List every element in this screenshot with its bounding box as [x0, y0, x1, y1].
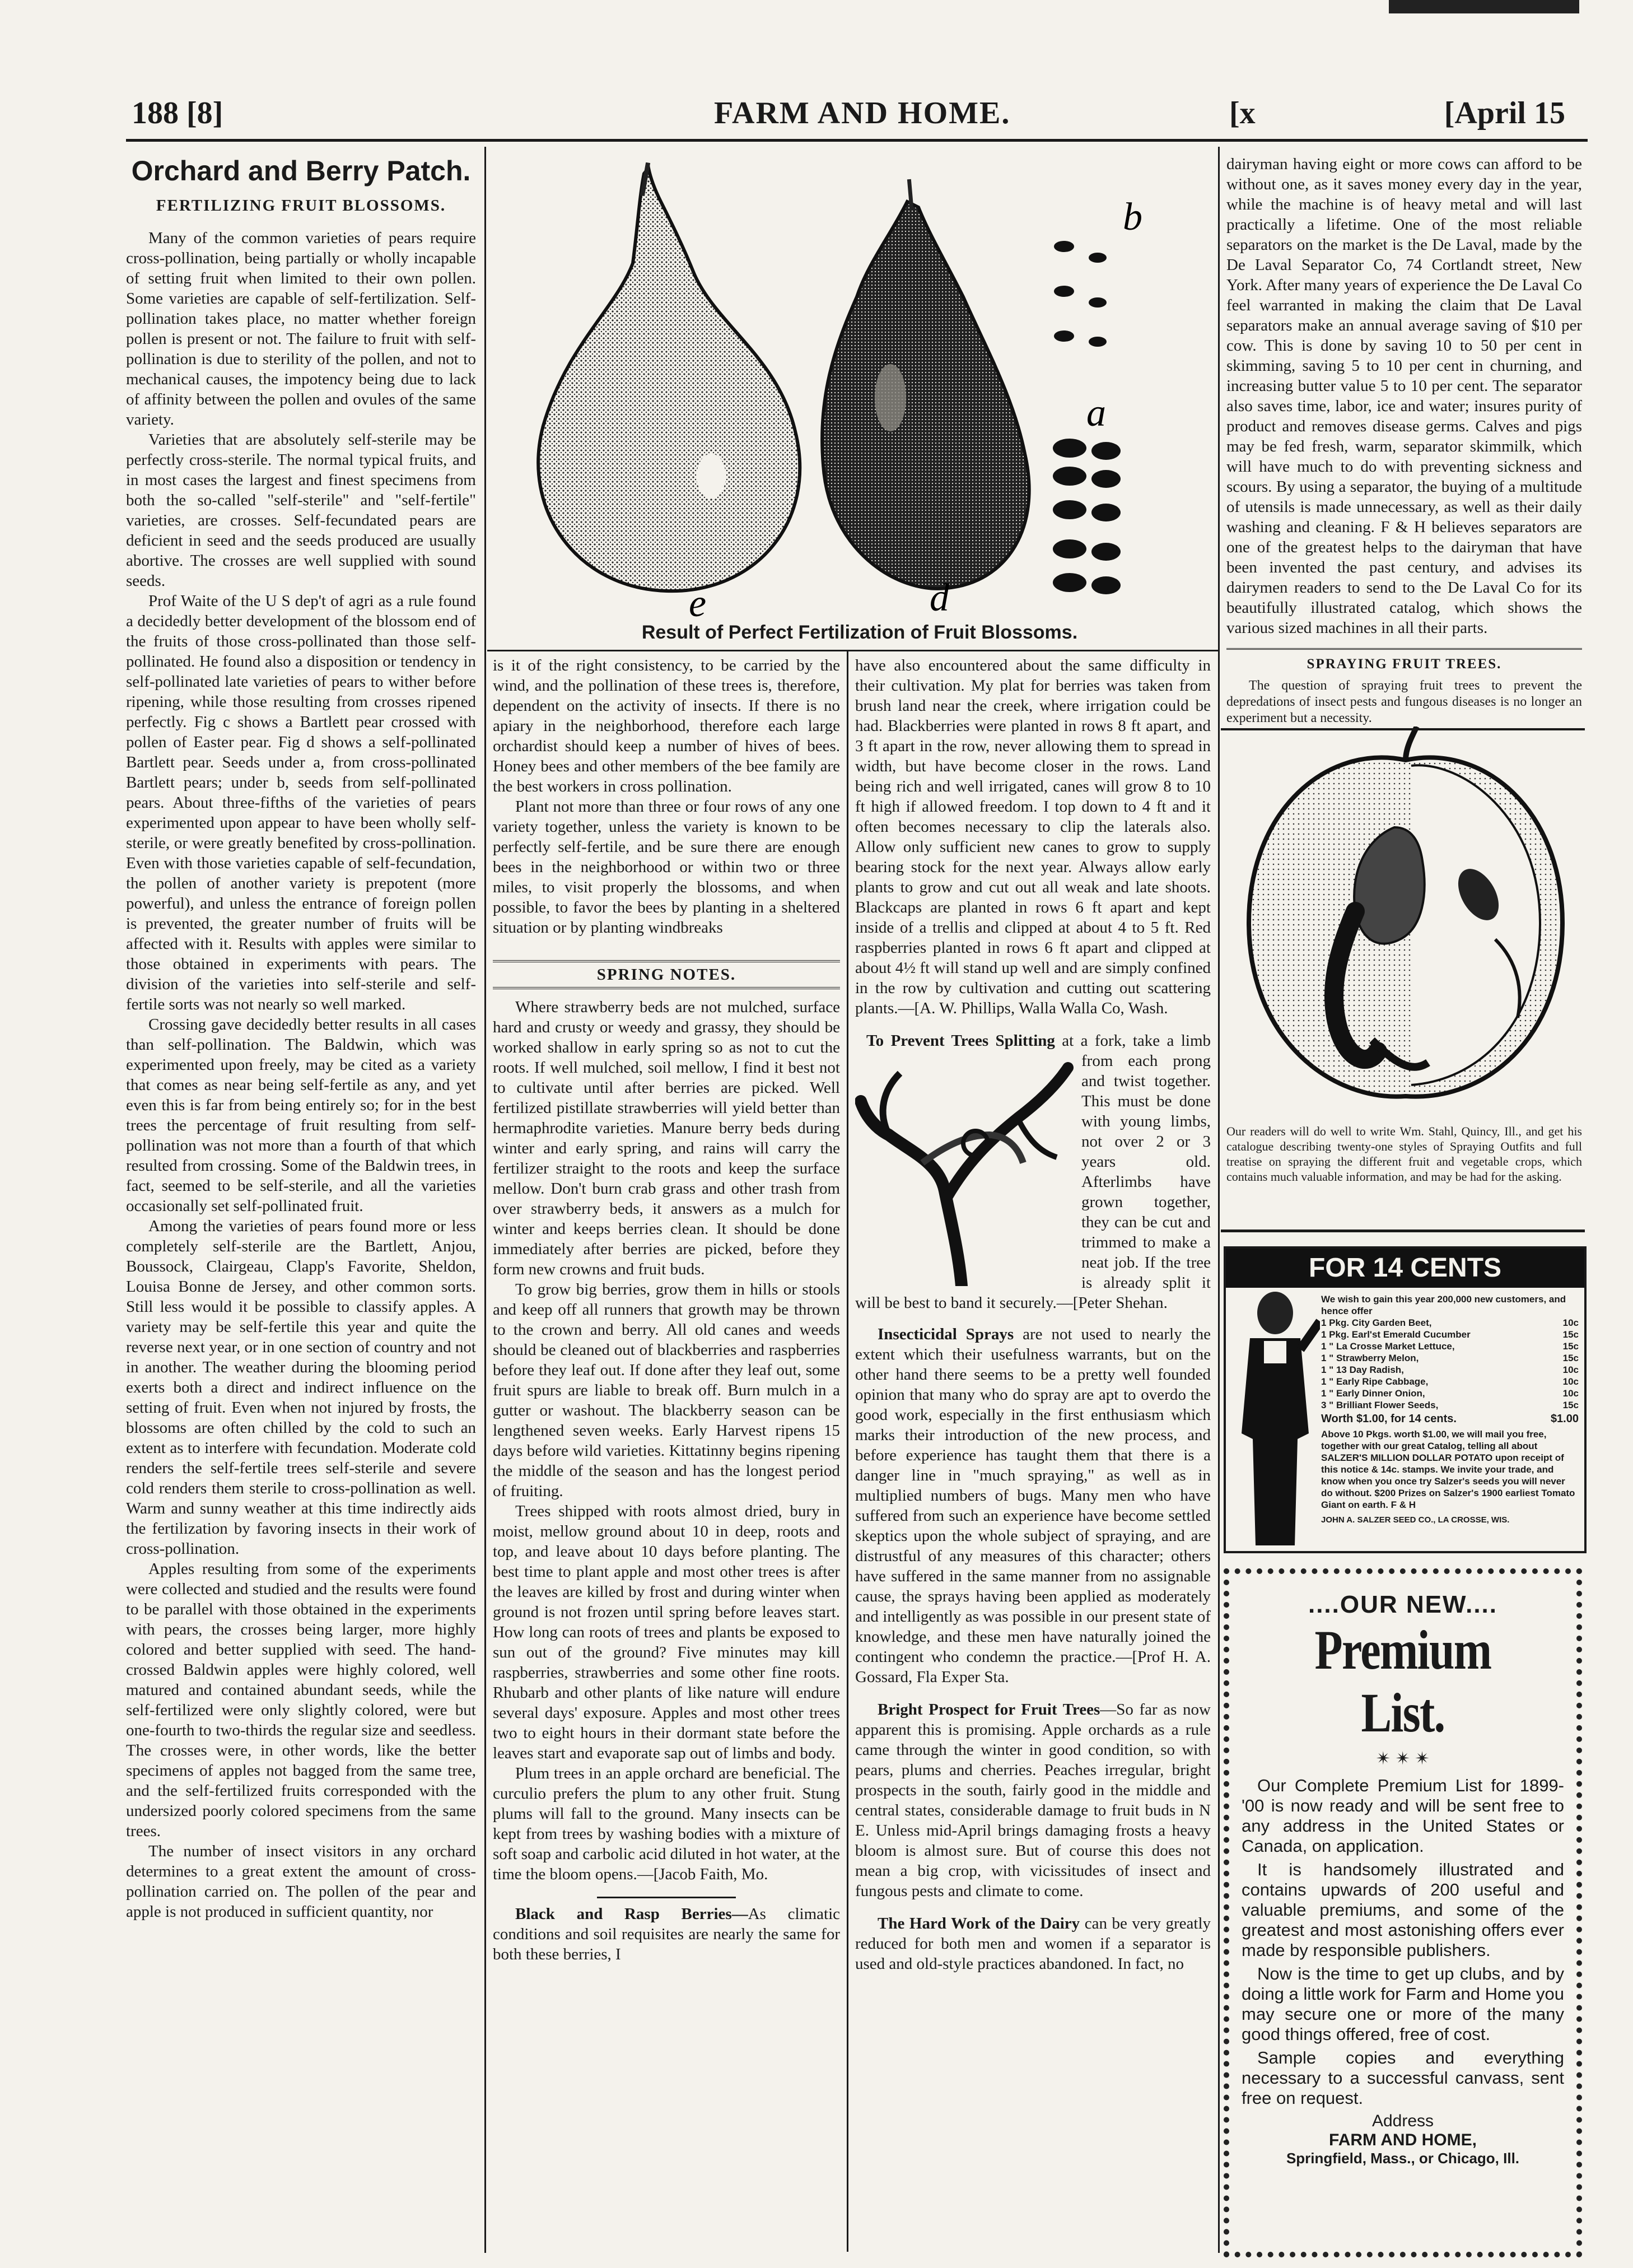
header-rule [126, 139, 1588, 142]
ad-kicker: ....OUR NEW.... [1308, 1591, 1498, 1618]
ad-item: 1 Pkg. Earl'st Emerald Cucumber 15c [1321, 1329, 1579, 1340]
figure-caption: Result of Perfect Fertilization of Fruit Blossoms. [641, 622, 1078, 643]
salzer-seed-ad [1224, 1246, 1587, 1553]
paragraph: Plant not more than three or four rows of any one variety together, unless the variety is known to be perfectly self-fertile, and be sure there are enough bees in the neighborhood or within two or three miles, to visit properly the blossoms, and when possible, to favor the bees by planting in a sheltered situation or by planting windbreaks [493, 798, 840, 937]
spring-notes-heading: SPRING NOTES. [493, 960, 840, 989]
paragraph: The number of insect visitors in any orchard determines to a great extent the amount of cross-pollination carried on. The pollen of the pear and apple is not produced in sufficient quantity, nor [126, 1842, 476, 1921]
ad-banner: FOR 14 CENTS [1226, 1249, 1584, 1288]
figure-label-d: d [930, 576, 949, 620]
masthead-title: FARM AND HOME. [714, 96, 1011, 131]
ad-item: 1 " Strawberry Melon, 15c [1321, 1353, 1579, 1363]
paragraph: The question of spraying fruit trees to prevent the depredations of insect pests and fungous diseases is no longer an experiment but a necessity. [1226, 678, 1582, 725]
paragraph: at a fork, take a limb from each prong and twist together. This must be done with young limbs, not over 2 or 3 years old. Afterlimbs have grown together, they can be cut and trimmed to make a neat job. If the tree is already split it will be best to band it securely.—[Peter Shehan. [855, 1032, 1211, 1312]
column-4 [1226, 154, 1582, 1184]
ad-offer: Above 10 Pkgs. worth $1.00, we will mail you free, together with our great Catalog, telling all about SALZER'S MILLION DOLLAR POTATO upon receipt of this notice & 14c. stamps. We invite your trade, and know when you once try Salzer's seeds you will never do without. $200 Prizes on Salzer's 1900 earliest Tomato Giant on earth. F & H [1321, 1429, 1575, 1510]
seeds-b-icon [1054, 241, 1107, 347]
paragraph: Among the varieties of pears found more or less completely self-sterile are the Bartlett, Anjou, Boussock, Clairgeau, Clapp's Favorite, Sheldon, Louisa Bonne de Jersey, and other common sorts. Still less would it be possible to classify apples. A variety may be self-fertile this year and quite the reverse next year, or in one section of country and not in another. The weather during the blooming period exerts both a direct and indirect influence on the setting of fruit. Even when not injured by frosts, the blossoms are often chilled by the cold to such an extent as to interfere with fecundation. Moderate cold renders the self-fertile trees self-sterile and severe cold renders them sterile to cross-pollination as well. Warm and sunny weather at this time indirectly aids the fertilization by favoring insects in their work of cross-pollination. [126, 1217, 476, 1558]
ad-body [1321, 1293, 1579, 1526]
paragraph: It is handsomely illustrated and contains upwards of 200 useful and valuable premiums, and some of the greatest and most astonishing offers ever made by responsible publishers. [1242, 1860, 1564, 1960]
ad-intro: We wish to gain this year 200,000 new customers, and hence offer [1321, 1294, 1566, 1316]
paragraph: Sample copies and everything necessary to a successful canvass, sent free on request. [1242, 2048, 1564, 2108]
ad-item: 1 " Early Dinner Onion, 10c [1321, 1388, 1579, 1399]
paragraph: Our Complete Premium List for 1899-'00 is now ready and will be sent free to any address in the United States or Canada, on application. [1242, 1776, 1564, 1856]
pear-illustration [504, 162, 1215, 655]
spraying-rule-top [1221, 728, 1585, 730]
page-number: 188 [8] [132, 96, 223, 131]
spraying-rule-bottom [1221, 1230, 1585, 1232]
figure-label-b: b [1123, 195, 1142, 239]
paragraph: Plum trees in an apple orchard are beneficial. The curculio prefers the plum to any other fruit. Stung plums will fall to the ground. Many insects can be kept from trees by washing bodies with a mixture of soft soap and carbolic acid diluted in hot water, at the time the bloom opens.—[Jacob Faith, Mo. [493, 1764, 840, 1883]
paragraph: Now is the time to get up clubs, and by doing a little work for Farm and Home you may secure one or more of the many good things offered, free of cost. [1242, 1964, 1564, 2044]
prevent-splitting-heading: To Prevent Trees Splitting [866, 1032, 1055, 1050]
column-divider-1 [484, 147, 486, 2253]
dairy-heading: The Hard Work of the Dairy [878, 1915, 1080, 1932]
address-name: FARM AND HOME, [1329, 2131, 1477, 2149]
spraying-heading: SPRAYING FRUIT TREES. [1307, 656, 1502, 672]
paragraph: To grow big berries, grow them in hills or stools and keep off all runners that growth may be thrown to the crown and berry. All old canes and weeds should be cleaned out of blackberries and raspberries before they leaf out. If done after they leaf out, some fruit spurs are liable to break off. Burn mulch in a gutter or washout. The blackberry season can be lengthened seven weeks. Early Harvest ripens 15 days before wild varieties. Kittatinny begins ripening the middle of the season and has the longest period of fruiting. [493, 1280, 840, 1500]
ad-footer: JOHN A. SALZER SEED CO., LA CROSSE, WIS. [1321, 1515, 1510, 1525]
article-divider [1226, 648, 1582, 650]
paragraph: can be very greatly reduced for both men and women if a separator is used and old-style practices abandoned. In fact, no [855, 1915, 1211, 1973]
seeds-a-icon [1053, 439, 1121, 594]
black-berries-heading: Black and Rasp Berries— [515, 1905, 748, 1923]
article-divider [597, 1897, 736, 1898]
paragraph: Prof Waite of the U S dep't of agri as a rule found a decidedly better development of the blossom end of the fruits of those cross-pollinated than those self-pollinated. He found also a disposition or tendency in self-pollinated late varieties of pears to wither before ripening, while those resulting from crosses ripened perfectly. Fig c shows a Bartlett pear crossed with pollen of Easter pear. Fig d shows a self-pollinated Bartlett pear. Seeds under a, from cross-pollinated Bartlett pears; under b, seeds from self-pollinated pears. About three-fifths of the varieties of pears experimented upon appear to have been wholly self-sterile, or were greatly benefited by cross-pollination. Even with those varieties capable of self-fecundation, the pollen of another variety is prepotent (more powerful), and unless the entrance of foreign pollen is prevented, the greater number of fruits will be affected with it. Results with apples were similar to those obtained in experiments with pears. The division of the varieties into self-sterile and self-fertile sorts was not nearly so well marked. [126, 592, 476, 1013]
paragraph: Varieties that are absolutely self-sterile may be perfectly cross-sterile. The normal typical fruits, and in most cases the largest and finest specimens from both the so-called "self-sterile" and "self-fertile" varieties, are crosses. Self-fecundated pears are deficient in seed and the seeds produced are usually abortive. The crosses are well supplied with sound seeds. [126, 431, 476, 590]
ornament-stars-icon: ✴ ✴ ✴ [1375, 1748, 1430, 1768]
article-heading: FERTILIZING FRUIT BLOSSOMS. [156, 197, 446, 215]
pear-e-icon [538, 162, 800, 591]
ad-item: 1 " La Crosse Market Lettuce, 15c [1321, 1341, 1579, 1352]
paragraph: Where strawberry beds are not mulched, surface hard and crusty or weedy and grassy, they should be worked shallow in early spring so as not to cut the roots. If well mulched, soil mellow, I find it best not to cultivate until after berries are picked. Well fertilized pistillate strawberries will yield better than hermaphrodite varieties. Manure berry beds during winter and early spring, and rains will carry the fertilizer straight to the roots and keep the surface mellow. Don't burn crab grass and other trash from over strawberry beds, it answers as a mulch for winter and keeps berries clean. It should be done immediately after berries are picked, before they form new crowns and fruit buds. [493, 998, 840, 1278]
scan-edge-mark [1389, 0, 1579, 13]
ad-item: 1 Pkg. City Garden Beet, 10c [1321, 1317, 1579, 1328]
paragraph: have also encountered about the same difficulty in their cultivation. My plat for berries was taken from brush land near the creek, where irrigation could be had. Blackberries were planted in rows 8 ft apart, and 3 ft apart in the row, never allowing them to spread in width, but have become closer in the rows. Land being rich and well irrigated, canes will grow 8 to 10 ft high if allowed freedom. I top down to 4 ft and it often becomes necessary to clip the laterals also. Allow only sufficient new canes to grow to supply bearing stock for the next year. Always allow early plants to grow and cut out all weak and late shoots. Blackcaps are planted in rows 6 ft apart and kept inside of a trellis and clipped at about 4 to 5 ft. Red raspberries planted in rows 6 ft apart and clipped at about 4½ ft will stand up well and are simply confined in the row by cultivation and cutting out scattering plants.—[A. W. Phillips, Walla Walla Co, Wash. [855, 656, 1211, 1017]
figure-rule [487, 650, 1218, 651]
ad-item: 1 " 13 Day Radish, 10c [1321, 1364, 1579, 1375]
column-divider-3 [1218, 147, 1220, 2253]
address-city: Springfield, Mass., or Chicago, Ill. [1286, 2150, 1520, 2167]
paragraph: Crossing gave decidedly better results in all cases than self-pollination. The Baldwin, which was experimented upon freely, may be cited as a variety that comes as near being self-fertile as any, and yet even this is far from being entirely so; for in the best trees the percentage of fruit resulting from self-pollination was not more than a fourth of that which resulted from crossing. Some of the Baldwin trees, in fact, seemed to be self-sterile, and all the varieties occasionally set self-pollinated fruit. [126, 1016, 476, 1215]
issue-date: [April 15 [1444, 96, 1565, 131]
premium-list-ad [1224, 1568, 1582, 2257]
section-title: Orchard and Berry Patch. [131, 155, 471, 187]
spraying-ad-caption: Our readers will do well to write Wm. Stahl, Quincy, Ill., and get his catalogue describing twenty-one styles of Spraying Outfits and full treatise on spraying the different fruit and vegetable crops, which contains much valuable information, and may be had for the asking. [1226, 1124, 1582, 1184]
column-3 [855, 655, 1211, 1974]
paragraph: Trees shipped with roots almost dried, bury in moist, mellow ground about 10 in deep, roots and top, and leave about 10 days before planting. The best time to plant apple and most other trees is after the leaves are killed by frost and during winter when ground is not frozen until spring before leaves start. How long can roots of trees and plants be exposed to sun out of the ground? Five minutes may kill raspberries, strawberries and some other fine roots. Rhubarb and other plants of like nature will endure several days' exposure. Apples and most other trees two to eight hours in their dormant state before the leaves start and evaporate sap out of limbs and body. [493, 1502, 840, 1762]
ad-item: 1 " Early Ripe Cabbage, 10c [1321, 1376, 1579, 1387]
apple-cross-section-icon [1226, 726, 1582, 1113]
figure-label-e: e [689, 582, 707, 622]
bright-prospect-heading: Bright Prospect for Fruit Trees [878, 1701, 1100, 1719]
ad-worth: Worth $1.00, for 14 cents. $1.00 [1321, 1413, 1579, 1425]
paragraph: Apples resulting from some of the experiments were collected and studied and the results were found to be parallel with those obtained in the experiments with pears, the crosses being larger, more highly colored and better supplied with seed. The hand-crossed Baldwin apples were highly colored, well matured and contained abundant seeds, while the self-fertilized were only slightly colored, were but one-fourth to two-thirds the regular size and seedless. The crosses were, in other words, like the better specimens of apples not bagged from the same tree, and the self-fertilized fruits corresponded with the undersized poorly colored specimens from the same trees. [126, 1560, 476, 1840]
man-pointing-icon [1230, 1288, 1320, 1545]
paragraph: are not used to nearly the extent which their usefulness warrants, but on the other hand there seems to be a pretty well founded opinion that many who do spray are apt to overdo the good work, especially in the first enthusiasm which marks their introduction of the new process, and before experience has taught them that there is a danger line in "much spraying," as well as in multiplied numbers of bugs. Many men who have suffered from such an experience have become settled skeptics upon the whole subject of spraying, and are distrustful of any measures of this character; others have suffered in the same manner from no assignable cause, the sprays having been applied as moderately and intelligently as was possible in our present state of knowledge, and these men have naturally joined the contingent who condemn the practice.—[Prof H. A. Gossard, Fla Exper Sta. [855, 1325, 1211, 1686]
ad-item: 3 " Brilliant Flower Seeds, 15c [1321, 1400, 1579, 1410]
paragraph: As climatic conditions and soil requisites are nearly the same for both these berries, I [493, 1905, 840, 1963]
address-label: Address [1371, 2112, 1434, 2130]
ad-title: Premium List. [1314, 1619, 1491, 1744]
paragraph: is it of the right consistency, to be carried by the wind, and the pollination of these trees is, therefore, dependent on the activity of insects. If there is no apiary in the neighborhood, therefore each large orchardist should keep a number of hives of bees. Honey bees and other members of the bee family are the best workers in cross pollination. [493, 656, 840, 795]
column-divider-2 [847, 650, 848, 2252]
paragraph: —So far as now apparent this is promising. Apple orchards as a rule came through the winter in good condition, so with pears, plums and cherries. Peaches irregular, bright prospects in the south, fairly good in the middle and central states, considerable damage to fruit buds in N E. Unless mid-April brings damaging frosts a heavy bloom is almost sure. But of course this does not mean a big crop, with vicissitudes of insect and fungous pests and climate to come. [855, 1701, 1211, 1900]
figure-label-a: a [1086, 392, 1106, 435]
pear-d-icon [822, 179, 1029, 589]
pear-engraving [504, 162, 1215, 622]
column-1 [126, 154, 476, 1922]
header-mark: [x [1229, 96, 1256, 131]
paragraph: dairyman having eight or more cows can afford to be without one, as it saves money every day in the year, while the machine is of heavy metal and will last practically a lifetime. One of the most reliable separators on the market is the De Laval, made by the De Laval Separator Co, 74 Cortlandt street, New York. After many years of experience the De Laval Co feel warranted in making the claim that De Laval separators make an annual average saving of $10 per cow. This is done by saving 10 to 50 per cent in skimming, saving 5 to 10 per cent in churning, and increasing butter value 5 to 10 per cent. The separator also saves time, labor, ice and water; insures purity of product and removes disease germs. Calves and pigs may be fed fresh, warm, separator skimmilk, which will have much to do with preventing sickness and scours. By using a separator, the buying of a multitude of utensils is made unnecessary, as well as their daily washing and cleaning. F & H believes separators are one of the greatest helps to the dairyman that have been invented the past century, and advises its dairymen readers to send to the De Laval Co for its beautifully illustrated catalog, which shows the various sized machines in all their parts. [1226, 155, 1582, 637]
tree-fork-icon [855, 1051, 1074, 1286]
column-2 [493, 655, 840, 1964]
paragraph: Many of the common varieties of pears require cross-pollination, being partially or wholly incapable of setting fruit when limited to their own pollen. Some varieties are capable of self-fertilization. Self-pollination takes place, no matter whether foreign pollen is present or not. The failure to fruit with self-pollination is due to sterility of the pollen, and not to mechanical causes, the impotency being due to lack of affinity between the pollen and ovules of the same variety. [126, 229, 476, 429]
page-header [126, 95, 1588, 134]
insecticidal-sprays-heading: Insecticidal Sprays [878, 1325, 1014, 1343]
